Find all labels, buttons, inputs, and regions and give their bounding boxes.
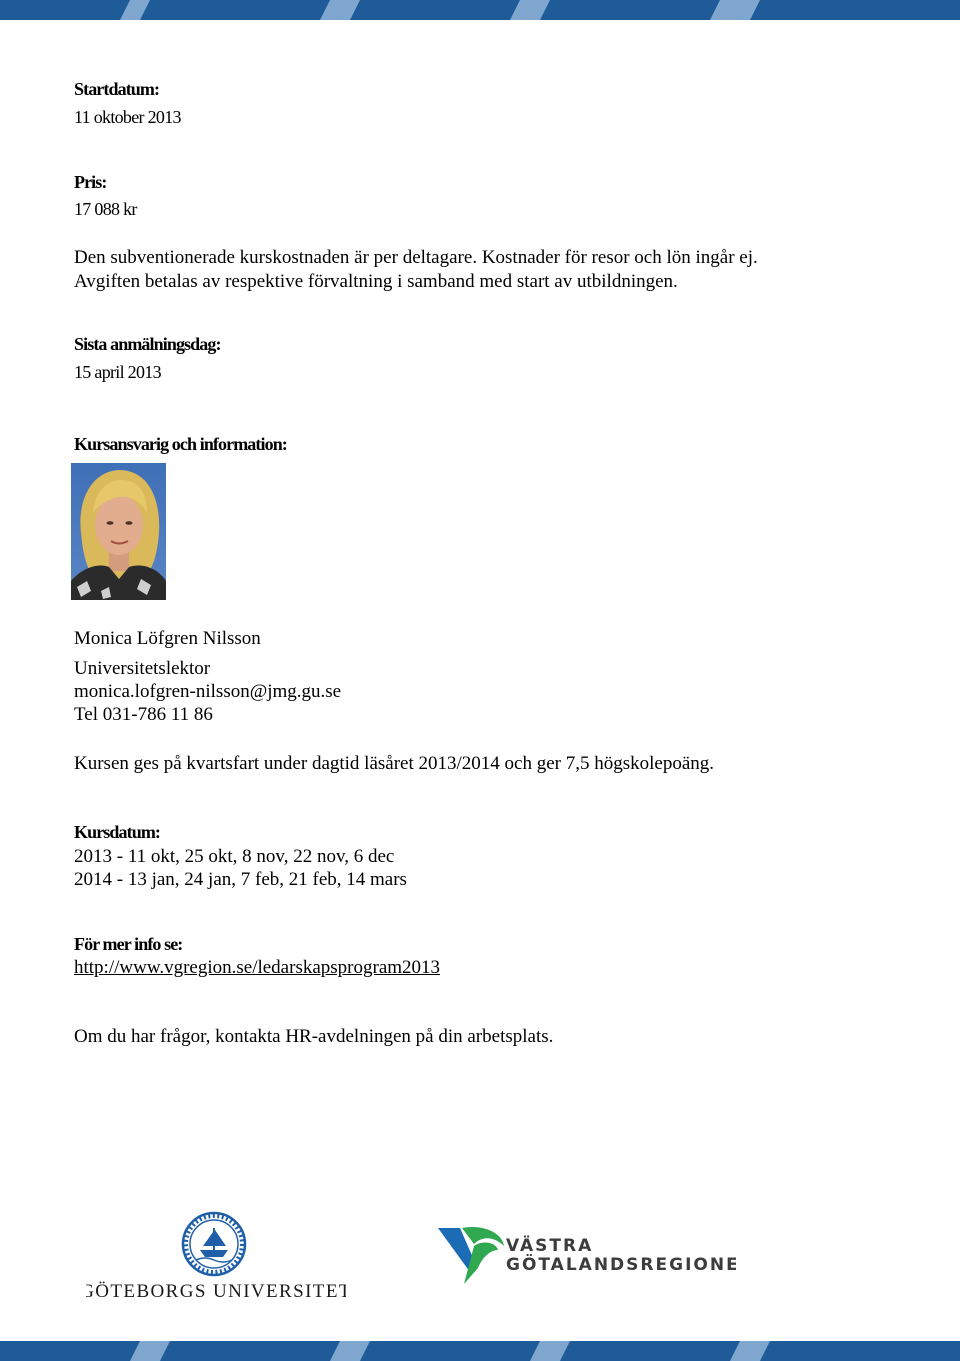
course-dates-2014: 2014 - 13 jan, 24 jan, 7 feb, 21 feb, 14 mars <box>74 869 407 890</box>
contact-email[interactable]: monica.lofgren-nilsson@jmg.gu.se <box>74 681 342 702</box>
course-dates-label: Kursdatum: <box>74 822 161 842</box>
deadline-label: Sista anmälningsdag: <box>74 334 221 354</box>
price-value: 17 088 kr <box>74 199 137 219</box>
contact-photo <box>71 463 166 600</box>
start-date-value: 11 oktober 2013 <box>74 107 181 127</box>
gu-logo-text: GÖTEBORGS UNIVERSITET <box>86 1281 346 1302</box>
more-info-link[interactable]: http://www.vgregion.se/ledarskapsprogram2013 <box>74 957 441 978</box>
course-dates-2013: 2013 - 11 okt, 25 okt, 8 nov, 22 nov, 6 dec <box>74 846 395 867</box>
price-note-line2: Avgiften betalas av respektive förvaltning i samband med start av utbildningen. <box>74 271 678 292</box>
vgr-logo-line2: GÖTALANDSREGIONEN <box>506 1255 736 1275</box>
price-label: Pris: <box>74 172 107 192</box>
goteborgs-universitet-logo <box>86 1210 346 1305</box>
contact-heading: Kursansvarig och information: <box>74 434 287 454</box>
more-info-label: För mer info se: <box>74 934 183 954</box>
contact-title: Universitetslektor <box>74 658 211 679</box>
start-date-label: Startdatum: <box>74 79 160 99</box>
bottom-stripe <box>0 1341 960 1361</box>
contact-name: Monica Löfgren Nilsson <box>74 628 261 649</box>
questions-text: Om du har frågor, kontakta HR-avdelningen på din arbetsplats. <box>74 1026 554 1047</box>
contact-phone: Tel 031-786 11 86 <box>74 704 213 725</box>
vgr-logo-line1: VÄSTRA <box>506 1236 594 1256</box>
deadline-value: 15 april 2013 <box>74 362 161 382</box>
price-note-line1: Den subventionerade kurskostnaden är per deltagare. Kostnader för resor och lön ingår ej. <box>74 247 758 268</box>
vastra-gotalandsregionen-logo <box>436 1222 736 1292</box>
course-info: Kursen ges på kvartsfart under dagtid läsåret 2013/2014 och ger 7,5 högskolepoäng. <box>74 753 715 774</box>
top-stripe <box>0 0 960 20</box>
